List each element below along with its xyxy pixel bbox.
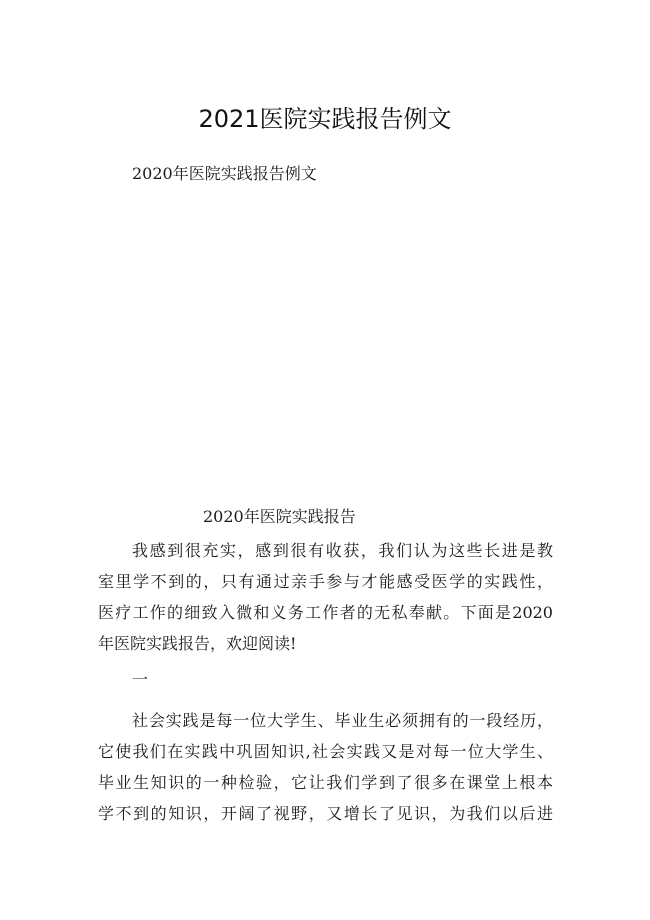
section-numeral: 一	[132, 670, 149, 689]
intro-line-4: 年医院实践报告，欢迎阅读!	[98, 634, 297, 653]
paragraph-1-line-4: 学不到的知识，开阔了视野，又增长了见识，为我们以后进	[98, 804, 553, 823]
section-title: 2020年医院实践报告	[203, 507, 356, 526]
paragraph-1	[98, 705, 553, 829]
intro-paragraph	[98, 535, 553, 659]
document-title: 2021医院实践报告例文	[198, 105, 452, 133]
paragraph-1-line-2: 它使我们在实践中巩固知识,社会实践又是对每一位大学生、	[98, 742, 553, 761]
intro-line-1: 我感到很充实，感到很有收获，我们认为这些长进是教	[132, 541, 553, 560]
document-subtitle: 2020年医院实践报告例文	[132, 164, 317, 183]
intro-line-3: 医疗工作的细致入微和义务工作者的无私奉献。下面是2020	[98, 603, 553, 622]
paragraph-1-line-1: 社会实践是每一位大学生、毕业生必须拥有的一段经历，	[132, 711, 553, 730]
intro-line-2: 室里学不到的，只有通过亲手参与才能感受医学的实践性，	[98, 572, 553, 591]
paragraph-1-line-3: 毕业生知识的一种检验，它让我们学到了很多在课堂上根本	[98, 773, 553, 792]
